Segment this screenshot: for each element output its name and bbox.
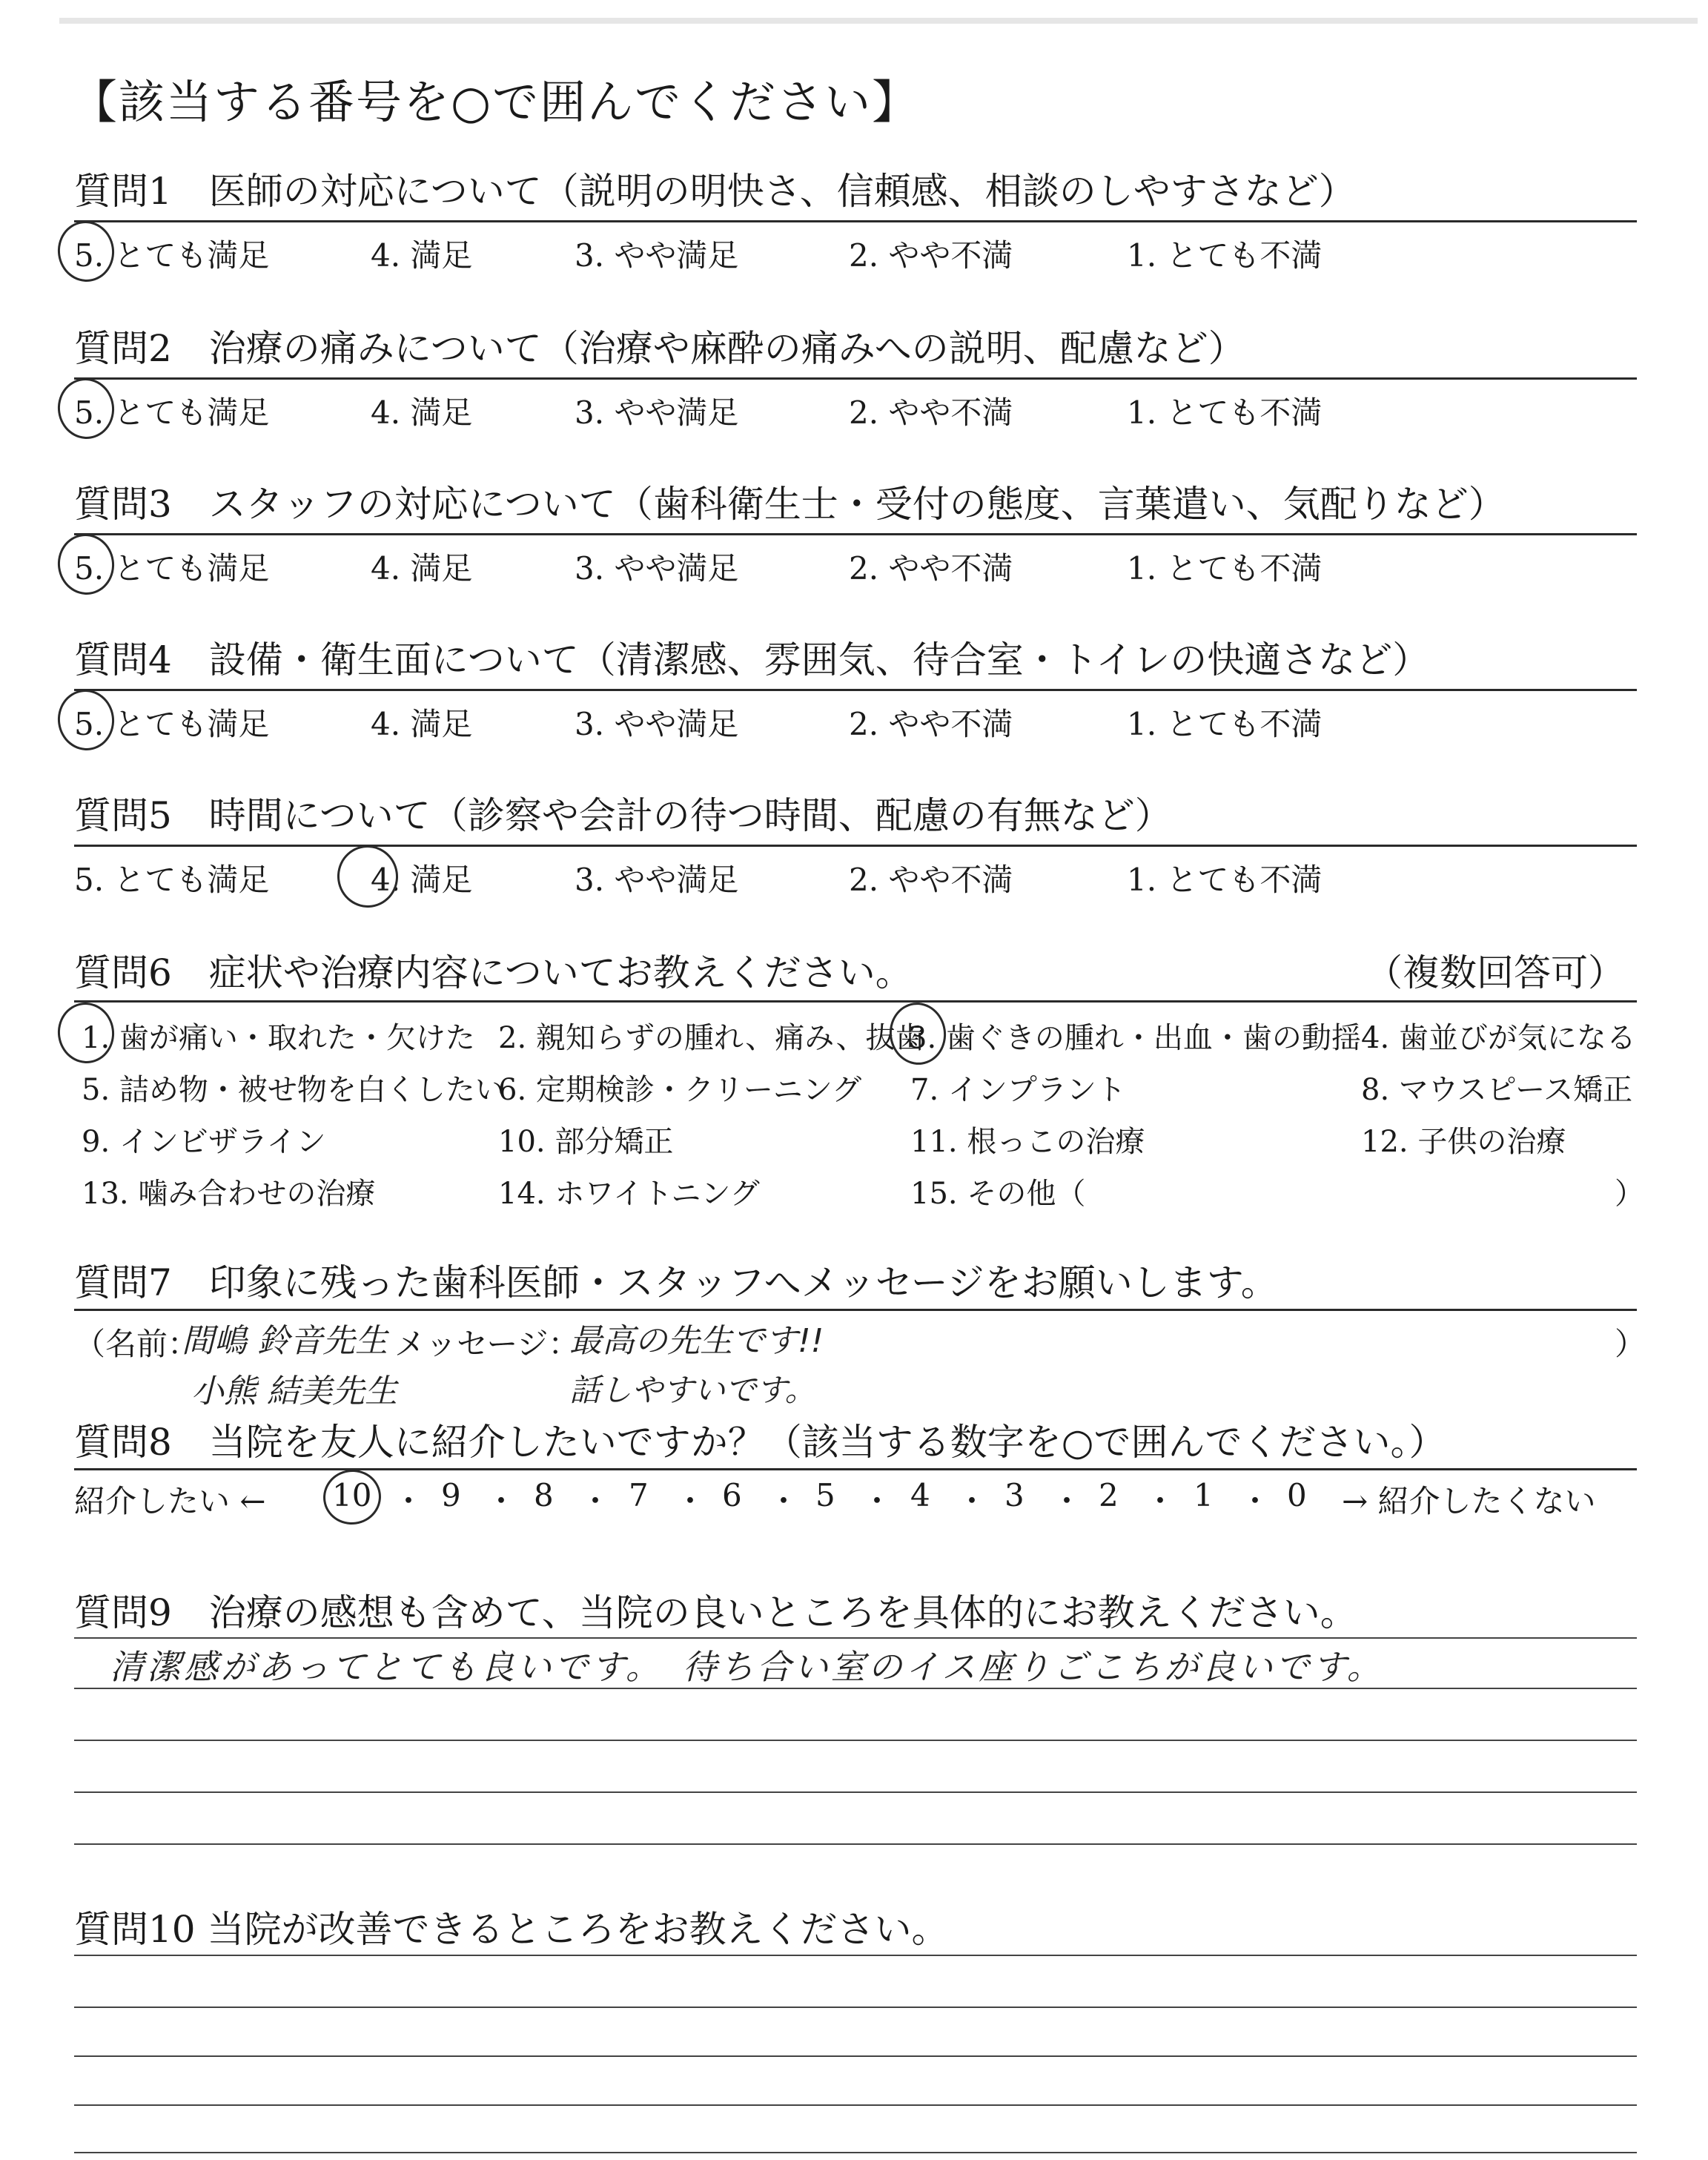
q6-choice-5[interactable]: 5. 詰め物・被せ物を白くしたい	[82, 1073, 505, 1107]
question-8-rule	[74, 1468, 1637, 1470]
q8-dot: ・	[861, 1483, 893, 1519]
question-2-label: 質問2 治療の痛みについて（治療や麻酔の痛みへの説明、配慮など）	[74, 327, 1245, 370]
q3-option-4[interactable]: 4. 満足	[371, 550, 473, 587]
q8-dot: ・	[1051, 1483, 1083, 1519]
q5-option-5[interactable]: 5. とても満足	[74, 862, 270, 898]
q6-choice-9[interactable]: 9. インビザライン	[82, 1125, 326, 1159]
q8-selection-circle	[320, 1466, 385, 1528]
question-1-label: 質問1 医師の対応について（説明の明快さ、信頼感、相談のしやすさなど）	[74, 170, 1356, 213]
question-6-rule	[74, 1000, 1637, 1003]
q9-hand-answer: 清潔感があってとても良いです。 待ち合い室のイス座りごこちが良いです。	[110, 1647, 1384, 1687]
q8-scale-3[interactable]: 3	[1004, 1477, 1025, 1513]
q6-choice-3-circle	[886, 999, 950, 1069]
q7-hand-name-2: 小熊 結美先生	[191, 1373, 397, 1410]
q8-right-label: → 紹介したくない	[1342, 1483, 1596, 1519]
q9-answer-line-2	[74, 1688, 1637, 1689]
question-3-label: 質問3 スタッフの対応について（歯科衛生士・受付の態度、言葉遣い、気配りなど）	[74, 483, 1506, 526]
q7-hand-message-1: 最高の先生です!!	[569, 1322, 824, 1360]
question-7-label: 質問7 印象に残った歯科医師・スタッフへメッセージをお願いします。	[74, 1261, 1278, 1304]
q2-option-4[interactable]: 4. 満足	[371, 394, 473, 431]
q6-choice-3[interactable]: 3. 歯ぐきの腫れ・出血・歯の動揺	[908, 1021, 1361, 1055]
q6-choice-6[interactable]: 6. 定期検診・クリーニング	[498, 1073, 862, 1107]
q8-scale-2[interactable]: 2	[1099, 1477, 1119, 1513]
question-3-rule	[74, 533, 1637, 535]
q6-other-close-paren: ）	[1615, 1177, 1644, 1211]
q8-dot: ・	[393, 1483, 425, 1519]
q10-answer-line-2	[74, 2007, 1637, 2008]
q1-option-3[interactable]: 3. やや満足	[575, 237, 739, 274]
question-6-label: 質問6 症状や治療内容についてお教えください。	[74, 951, 913, 994]
q10-answer-line-3	[74, 2055, 1637, 2057]
question-4-label: 質問4 設備・衛生面について（清潔感、雰囲気、待合室・トイレの快適さなど）	[74, 638, 1430, 681]
q7-message-label: メッセージ：	[394, 1326, 580, 1362]
q1-option-5[interactable]: 5. とても満足	[74, 237, 270, 274]
q6-choice-15[interactable]: 15. その他（	[910, 1177, 1086, 1211]
q8-dot: ・	[956, 1483, 988, 1519]
q6-choice-7[interactable]: 7. インプラント	[910, 1073, 1126, 1107]
question-10-label: 質問10 当院が改善できるところをお教えください。	[74, 1908, 949, 1951]
q3-option-3[interactable]: 3. やや満足	[575, 550, 739, 587]
q1-option-4[interactable]: 4. 満足	[371, 237, 473, 274]
q5-selection-circle	[334, 842, 403, 912]
q10-answer-line-4	[74, 2104, 1637, 2106]
q5-option-2[interactable]: 2. やや不満	[849, 862, 1013, 898]
q8-left-label: 紹介したい ←	[74, 1483, 266, 1519]
q8-dot: ・	[486, 1483, 517, 1519]
q8-dot: ・	[580, 1483, 612, 1519]
question-5-label: 質問5 時間について（診察や会計の待つ時間、配慮の有無など）	[74, 794, 1172, 837]
q2-option-2[interactable]: 2. やや不満	[849, 394, 1013, 431]
question-1-rule	[74, 220, 1637, 222]
q7-close-paren: ）	[1615, 1326, 1646, 1362]
q6-choice-4[interactable]: 4. 歯並びが気になる	[1361, 1021, 1636, 1055]
q7-name-label: （名前：	[74, 1326, 199, 1362]
q8-scale-7[interactable]: 7	[629, 1477, 649, 1513]
q10-answer-line-1	[74, 1955, 1637, 1956]
q3-option-2[interactable]: 2. やや不満	[849, 550, 1013, 587]
q6-choice-13[interactable]: 13. 噛み合わせの治療	[82, 1177, 376, 1211]
q8-scale-6[interactable]: 6	[722, 1477, 742, 1513]
q7-hand-message-2: 話しやすいです。	[569, 1372, 816, 1408]
question-7-rule	[74, 1309, 1637, 1311]
q4-option-5[interactable]: 5. とても満足	[74, 706, 270, 742]
q8-scale-9[interactable]: 9	[441, 1477, 461, 1513]
q4-option-1[interactable]: 1. とても不満	[1127, 706, 1323, 742]
q9-answer-line-1	[74, 1637, 1637, 1639]
q6-choice-10[interactable]: 10. 部分矯正	[498, 1125, 674, 1159]
q8-scale-5[interactable]: 5	[815, 1477, 835, 1513]
q8-scale-0[interactable]: 0	[1287, 1477, 1307, 1513]
q3-option-1[interactable]: 1. とても不満	[1127, 550, 1323, 587]
q6-choice-14[interactable]: 14. ホワイトニング	[498, 1177, 760, 1211]
question-9-label: 質問9 治療の感想も含めて、当院の良いところを具体的にお教えください。	[74, 1591, 1357, 1634]
q9-answer-line-4	[74, 1791, 1637, 1793]
q5-option-3[interactable]: 3. やや満足	[575, 862, 739, 898]
q4-option-4[interactable]: 4. 満足	[371, 706, 473, 742]
q5-option-4[interactable]: 4. 満足	[371, 862, 473, 898]
question-2-rule	[74, 377, 1637, 380]
q5-option-1[interactable]: 1. とても不満	[1127, 862, 1323, 898]
q1-option-1[interactable]: 1. とても不満	[1127, 237, 1323, 274]
q6-choice-1-circle	[54, 999, 119, 1067]
scan-edge	[59, 18, 1698, 24]
q8-dot: ・	[1145, 1483, 1176, 1519]
q9-answer-line-5	[74, 1843, 1637, 1845]
question-6-note: （複数回答可）	[1366, 951, 1625, 994]
q6-choice-2[interactable]: 2. 親知らずの腫れ、痛み、抜歯	[498, 1021, 925, 1055]
question-5-rule	[74, 845, 1637, 847]
q6-choice-11[interactable]: 11. 根っこの治療	[910, 1125, 1145, 1159]
question-8-label: 質問8 当院を友人に紹介したいですか？（該当する数字を○で囲んでください。）	[74, 1421, 1446, 1464]
q6-choice-1[interactable]: 1. 歯が痛い・取れた・欠けた	[82, 1021, 475, 1055]
q4-option-2[interactable]: 2. やや不満	[849, 706, 1013, 742]
q6-choice-8[interactable]: 8. マウスピース矯正	[1361, 1073, 1633, 1107]
q4-option-3[interactable]: 3. やや満足	[575, 706, 739, 742]
q8-dot: ・	[768, 1483, 800, 1519]
q3-option-5[interactable]: 5. とても満足	[74, 550, 270, 587]
q2-option-3[interactable]: 3. やや満足	[575, 394, 739, 431]
q7-hand-name-1: 間嶋 鈴音先生	[182, 1322, 388, 1360]
page-title: 【該当する番号を○で囲んでください】	[71, 75, 920, 129]
q8-scale-4[interactable]: 4	[910, 1477, 930, 1513]
q1-option-2[interactable]: 2. やや不満	[849, 237, 1013, 274]
q9-answer-line-3	[74, 1740, 1637, 1741]
q8-scale-10[interactable]: 10	[332, 1477, 372, 1513]
q2-option-1[interactable]: 1. とても不満	[1127, 394, 1323, 431]
q8-scale-1[interactable]: 1	[1194, 1477, 1214, 1513]
q8-dot: ・	[675, 1483, 706, 1519]
q8-scale-8[interactable]: 8	[534, 1477, 554, 1513]
q2-option-5[interactable]: 5. とても満足	[74, 394, 270, 431]
q8-dot: ・	[1239, 1483, 1271, 1519]
q6-choice-12[interactable]: 12. 子供の治療	[1361, 1125, 1566, 1159]
q10-answer-line-5	[74, 2152, 1637, 2153]
question-4-rule	[74, 689, 1637, 691]
